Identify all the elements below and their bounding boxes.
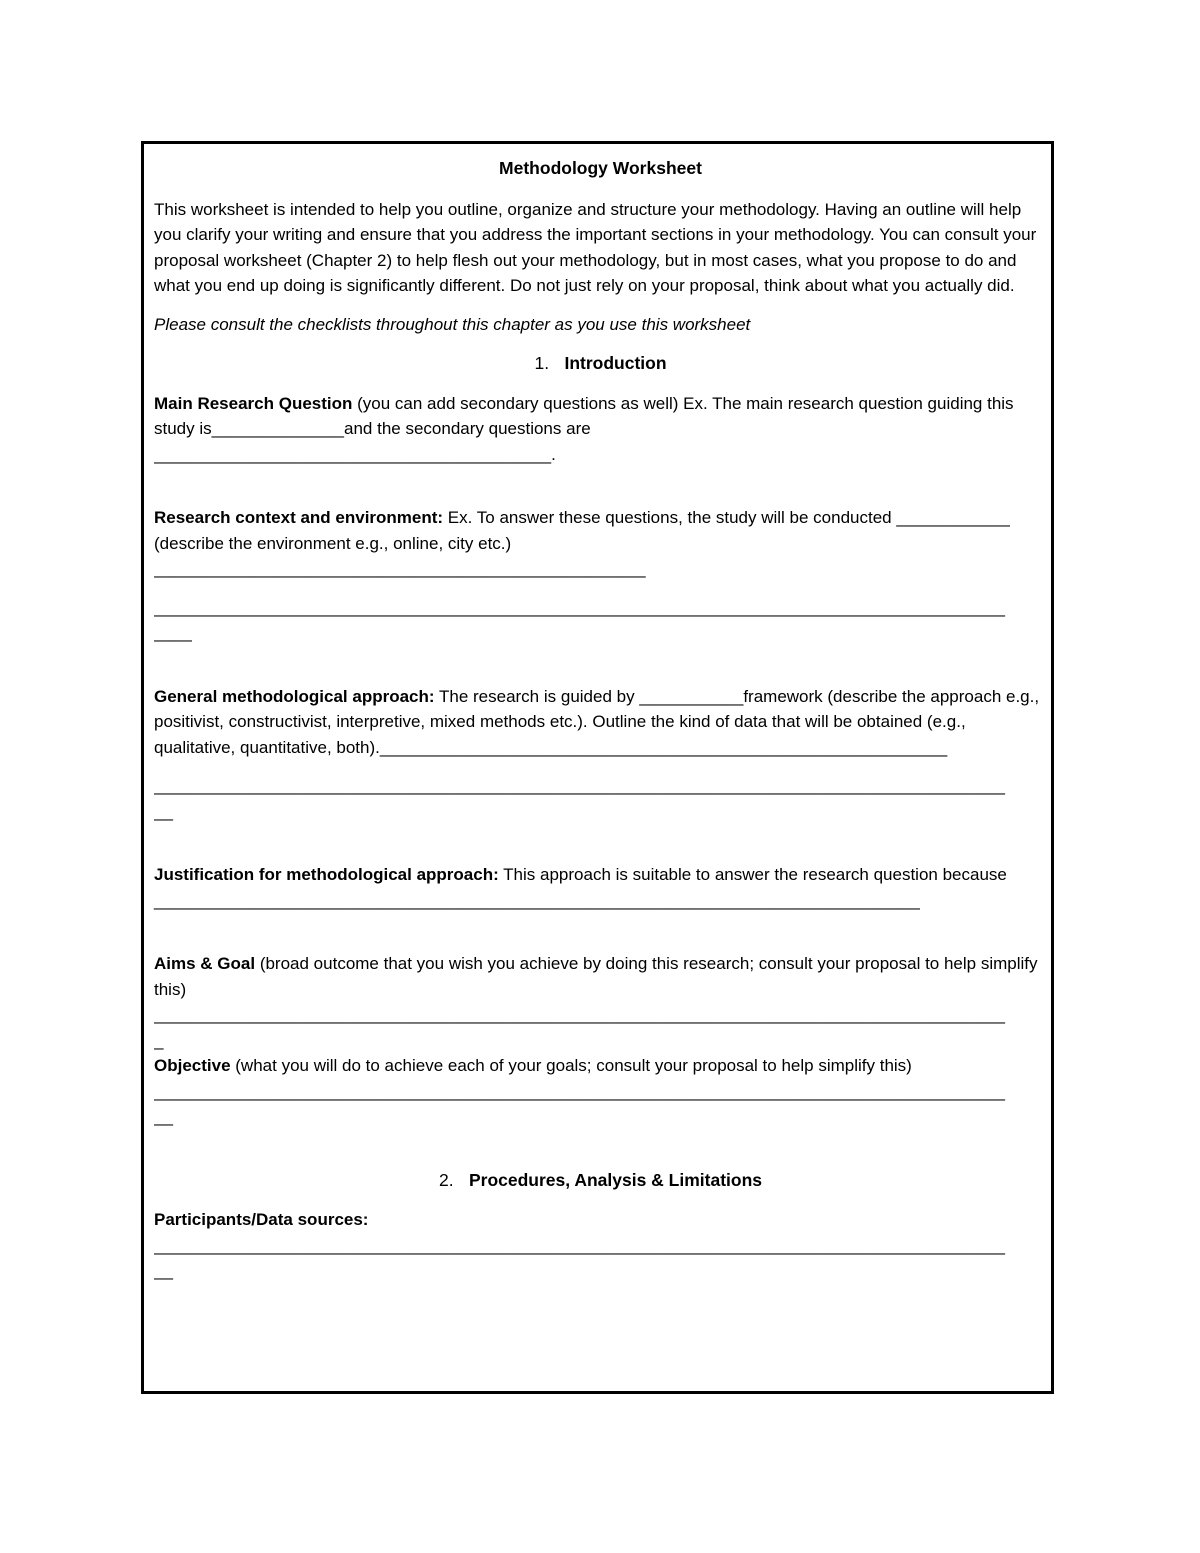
section-2-number: 2. [438, 1169, 454, 1190]
research-context-blank-b[interactable]: ____________________________________________________ [154, 559, 646, 578]
participants [154, 1207, 1047, 1284]
general-approach [154, 684, 1047, 761]
aims-goal-blank-a[interactable]: __________________________________________________________________________________________ [154, 1005, 1005, 1024]
general-approach-text-a: The research is guided by [434, 686, 640, 706]
intro-paragraph: This worksheet is intended to help you outline, organize and structure your methodology. Having an outline will help you clarify your writing and ensure that you address the important sections in your methodology. You can consult your proposal worksheet (Chapter 2) to help flesh out your methodology, but in most cases, what you propose to do and what you end up doing is significantly different. Do not just rely on your proposal, think about what you actually did. [154, 199, 1037, 295]
aims-goal-text-a: (broad outcome that you wish you achieve by doing this research; consult your proposal to help simplify this) [154, 954, 1038, 999]
general-approach-blank-d[interactable]: __ [154, 801, 173, 821]
section-2-title: Procedures, Analysis & Limitations [468, 1169, 763, 1190]
page-title: Methodology Worksheet [499, 158, 702, 178]
research-context-extra [154, 595, 1047, 646]
participants-blank-b[interactable]: __ [154, 1261, 173, 1280]
aims-goal-label: Aims & Goal [154, 954, 256, 973]
general-approach-label: General methodological approach: [154, 686, 435, 706]
section-1-number: 1. [534, 353, 550, 373]
main-research-question-blank-b[interactable]: __________________________________________. [154, 444, 556, 464]
general-approach-text-b: framework (describe the approach e.g., positivist, constructivist, interpretive, mixed methods etc.). Outline the kind of data that will be obtained (e.g., qualitative, quantitative, both). [154, 686, 1040, 757]
worksheet-content [154, 156, 1047, 1284]
objective-label: Objective [154, 1056, 231, 1075]
participants-label: Participants/Data sources: [154, 1210, 369, 1229]
main-research-question-blank-a[interactable]: ______________ [211, 419, 345, 438]
research-context-blank-d[interactable]: ____ [154, 623, 192, 642]
aims-goal-blank-b[interactable]: _ [154, 1030, 164, 1050]
objective-blank-b[interactable]: __ [154, 1107, 173, 1126]
section-2-heading [154, 1168, 1047, 1194]
main-research-question-text-a: (you can add secondary questions as well) Ex. The main research question guiding this study is [154, 393, 1014, 438]
research-context-blank-a[interactable]: ____________ [896, 508, 1010, 527]
aims-goal [154, 951, 1047, 1053]
section-1-heading [154, 351, 1047, 377]
research-context-text-b: (describe the environment e.g., online, city etc.) [154, 533, 512, 553]
main-research-question [154, 391, 1047, 468]
justification-label: Justification for methodological approach: [154, 865, 499, 884]
general-approach-blank-c[interactable]: __________________________________________________________________________________________ [154, 776, 1005, 795]
checklist-note: Please consult the checklists throughout this chapter as you use this worksheet [154, 314, 751, 334]
general-approach-blank-a[interactable]: ___________ [639, 686, 744, 706]
justification [154, 862, 1047, 913]
participants-blank-a[interactable]: __________________________________________________________________________________________ [154, 1235, 1005, 1255]
research-context-text-a: Ex. To answer these questions, the study will be conducted [443, 508, 897, 527]
justification-blank-a[interactable]: _________________________________________________________________________________ [154, 890, 920, 910]
research-context-blank-c[interactable]: __________________________________________________________________________________________ [154, 597, 1005, 617]
main-research-question-label: Main Research Question [154, 393, 353, 413]
general-approach-extra [154, 773, 1047, 824]
objective-blank-a[interactable]: __________________________________________________________________________________________ [154, 1081, 1005, 1101]
general-approach-blank-b[interactable]: ____________________________________________________________ [379, 737, 948, 757]
section-1-title: Introduction [564, 353, 667, 373]
worksheet-frame [141, 141, 1054, 1394]
objective [154, 1053, 1047, 1130]
research-context [154, 505, 1047, 582]
justification-text-a: This approach is suitable to answer the research question because [498, 865, 1007, 884]
research-context-label: Research context and environment: [154, 508, 444, 527]
main-research-question-text-b: and the secondary questions are [344, 419, 591, 438]
objective-text-a: (what you will do to achieve each of your goals; consult your proposal to help simplify this) [230, 1056, 912, 1075]
